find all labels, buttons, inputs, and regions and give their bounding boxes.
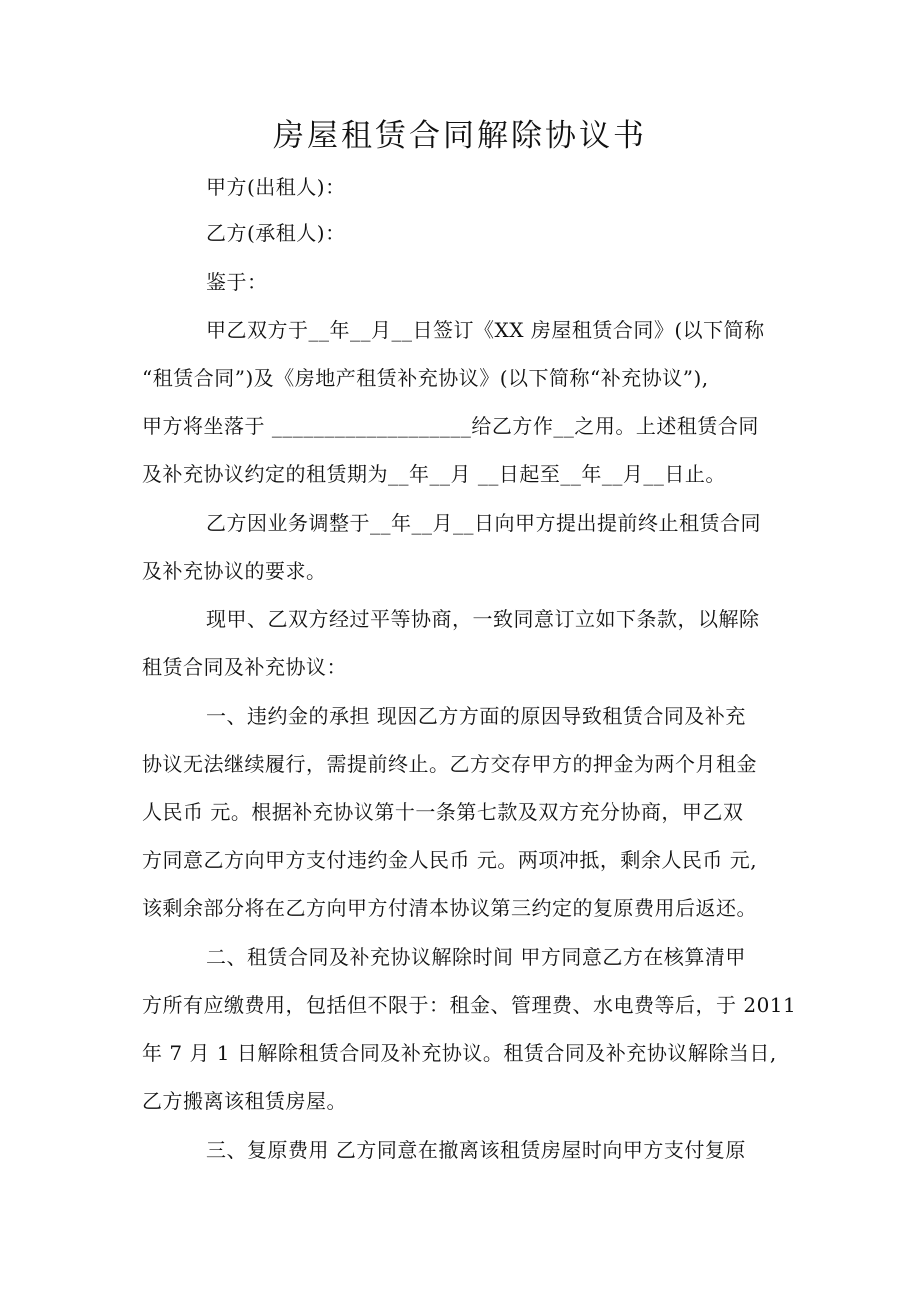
paragraph-line: 租赁合同及补充协议： xyxy=(142,655,347,679)
document-title: 房屋租赁合同解除协议书 xyxy=(273,118,647,154)
paragraph-line: 该剩余部分将在乙方向甲方付清本协议第三约定的复原费用后返还。 xyxy=(142,896,757,920)
clause-2-heading-line: 二、租赁合同及补充协议解除时间 甲方同意乙方在核算清甲 xyxy=(206,945,746,969)
paragraph-line: 人民币 元。根据补充协议第十一条第七款及双方充分协商，甲乙双 xyxy=(142,800,744,824)
paragraph-line: 及补充协议约定的租赁期为__年__月 __日起至__年__月__日止。 xyxy=(142,462,726,486)
clause-1-heading-line: 一、违约金的承担 现因乙方方面的原因导致租赁合同及补充 xyxy=(206,704,746,728)
clause-3-heading-line: 三、复原费用 乙方同意在撤离该租赁房屋时向甲方支付复原 xyxy=(206,1138,746,1162)
paragraph-line: 方同意乙方向甲方支付违约金人民币 元。两项冲抵，剩余人民币 元, xyxy=(142,848,758,872)
paragraph-line: 及补充协议的要求。 xyxy=(142,559,327,583)
party-b-line: 乙方(承租人)： xyxy=(206,221,346,245)
party-a-line: 甲方(出租人)： xyxy=(206,175,346,199)
paragraph-line: 乙方搬离该租赁房屋。 xyxy=(142,1089,347,1113)
paragraph-line: 年 7 月 1 日解除租赁合同及补充协议。租赁合同及补充协议解除当日, xyxy=(142,1041,777,1065)
paragraph-line: 甲乙双方于__年__月__日签订《XX 房屋租赁合同》(以下简称 xyxy=(206,318,765,342)
paragraph-line: “租赁合同”)及《房地产租赁补充协议》(以下简称“补充协议”), xyxy=(142,366,709,390)
paragraph-line: 乙方因业务调整于__年__月__日向甲方提出提前终止租赁合同 xyxy=(206,511,761,535)
paragraph-line: 甲方将坐落于 ___________________给乙方作__之用。上述租赁合同 xyxy=(142,414,759,438)
paragraph-line: 现甲、乙双方经过平等协商，一致同意订立如下条款，以解除 xyxy=(206,607,760,631)
paragraph-line: 方所有应缴费用，包括但不限于：租金、管理费、水电费等后，于 2011 xyxy=(142,993,797,1017)
whereas-line: 鉴于： xyxy=(206,270,268,294)
paragraph-line: 协议无法继续履行，需提前终止。乙方交存甲方的押金为两个月租金 xyxy=(142,752,757,776)
